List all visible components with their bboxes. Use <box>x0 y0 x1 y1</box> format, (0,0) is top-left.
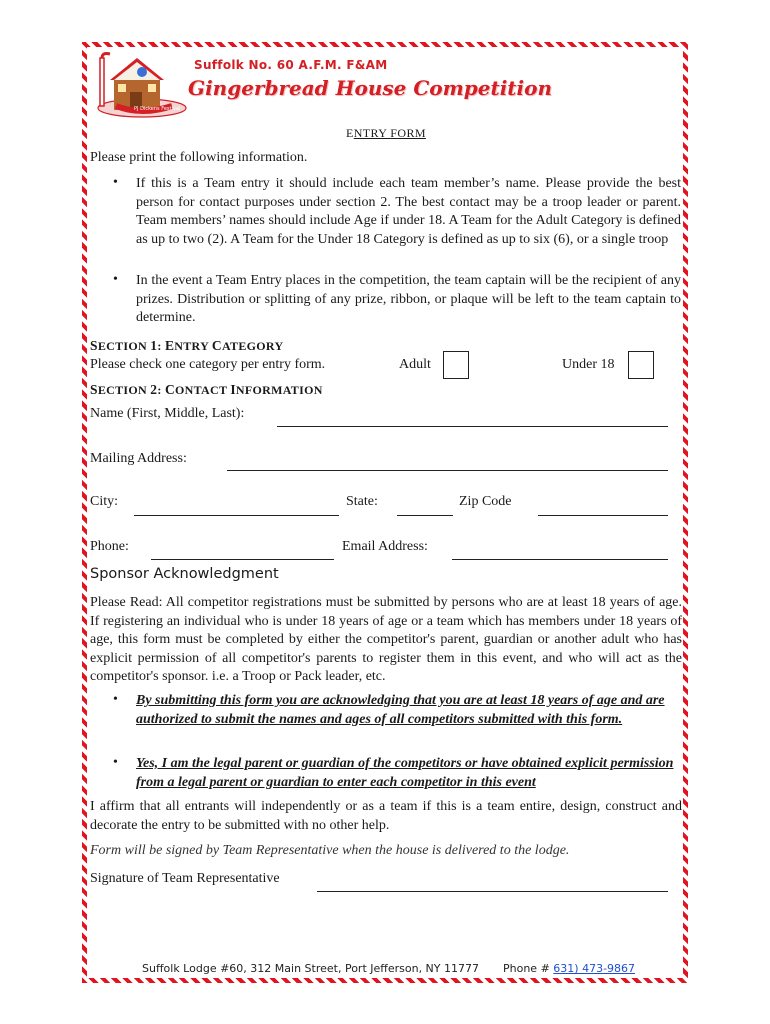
name-field[interactable] <box>277 426 668 427</box>
team-entry-instructions: If this is a Team entry it should include each team member’s name. Please provide the best person for contact purposes under section 2. The best contact may be a troop leader or parent. Team members’ names should include Age if under 18. A Team for the Adult Category is defined as up to two (2). A Team for the Under 18 Category is defined as up to six (6), or a single troop <box>136 176 681 247</box>
bullet-dot: • <box>113 272 118 287</box>
ribbon-text: PJ Dickens Festival <box>134 106 181 112</box>
bullet-dot: • <box>113 175 118 190</box>
signature-note: Form will be signed by Team Representative when the house is delivered to the lodge. <box>90 843 570 858</box>
header-logo <box>96 52 553 122</box>
prize-instructions: In the event a Team Entry places in the competition, the team captain will be the recipient of any prizes. Distribution or splitting of any prize, ribbon, or plaque will be left to the team captain to determine. <box>136 273 681 325</box>
sponsor-heading: Sponsor Acknowledgment <box>90 566 279 582</box>
city-field[interactable] <box>134 515 339 516</box>
state-field[interactable] <box>397 515 453 516</box>
adult-label: Adult <box>399 357 431 372</box>
footer-phone <box>503 962 635 975</box>
category-instruction: Please check one category per entry form. <box>90 357 326 372</box>
footer-phone-label: Phone # <box>503 962 550 975</box>
section2-heading: SECTION 2: CONTACT INFORMATION <box>90 382 323 397</box>
footer-phone-link[interactable]: 631) 473-9867 <box>553 962 636 975</box>
state-label: State: <box>346 494 378 509</box>
form-title: ENTRY FORM <box>346 126 426 140</box>
phone-label: Phone: <box>90 539 129 554</box>
mailing-address-label: Mailing Address: <box>90 451 187 466</box>
organization-name: Suffolk No. 60 A.F.M. F&AM <box>194 58 388 72</box>
signature-field[interactable] <box>317 891 668 892</box>
zip-field[interactable] <box>538 515 668 516</box>
section1-heading: SECTION 1: ENTRY CATEGORY <box>90 338 284 353</box>
email-field[interactable] <box>452 559 668 560</box>
gingerbread-house-icon <box>96 52 188 122</box>
under18-label: Under 18 <box>562 357 615 372</box>
adult-checkbox[interactable] <box>443 351 469 379</box>
email-label: Email Address: <box>342 539 428 554</box>
mailing-address-field[interactable] <box>227 470 668 471</box>
under18-checkbox[interactable] <box>628 351 654 379</box>
footer-address: Suffolk Lodge #60, 312 Main Street, Port Jefferson, NY 11777 <box>142 962 479 975</box>
name-label: Name (First, Middle, Last): <box>90 406 245 421</box>
age-acknowledgment: By submitting this form you are acknowledging that you are at least 18 years of age and are authorized to submit the names and ages of all competitors submitted with this form. <box>136 693 665 727</box>
sponsor-read-text: Please Read: All competitor registrations must be submitted by persons who are at least 18 years of age. If registering an individual who is under 18 years of age or a team which has members under 18 years of age, this form must be completed by either the competitor's parent, guardian or another adult who has explicit permission of all competitor's parents to register them in this event, and who will act as the competitor's sponsor. i.e. a Troop or Pack leader, etc. <box>90 595 682 684</box>
affirmation-text: I affirm that all entrants will independently or as a team if this is a team entire, design, construct and decorate the entry to be submitted with no other help. <box>90 799 682 833</box>
intro-text: Please print the following information. <box>90 150 308 165</box>
city-label: City: <box>90 494 119 509</box>
signature-label: Signature of Team Representative <box>90 871 280 886</box>
bullet-dot: • <box>113 692 118 707</box>
zip-label: Zip Code <box>459 494 512 509</box>
phone-field[interactable] <box>151 559 334 560</box>
competition-title: Gingerbread House Competition <box>188 76 553 100</box>
guardian-acknowledgment: Yes, I am the legal parent or guardian of the competitors or have obtained explicit permission from a legal parent or guardian to enter each competitor in this event <box>136 756 674 790</box>
bullet-dot: • <box>113 755 118 770</box>
